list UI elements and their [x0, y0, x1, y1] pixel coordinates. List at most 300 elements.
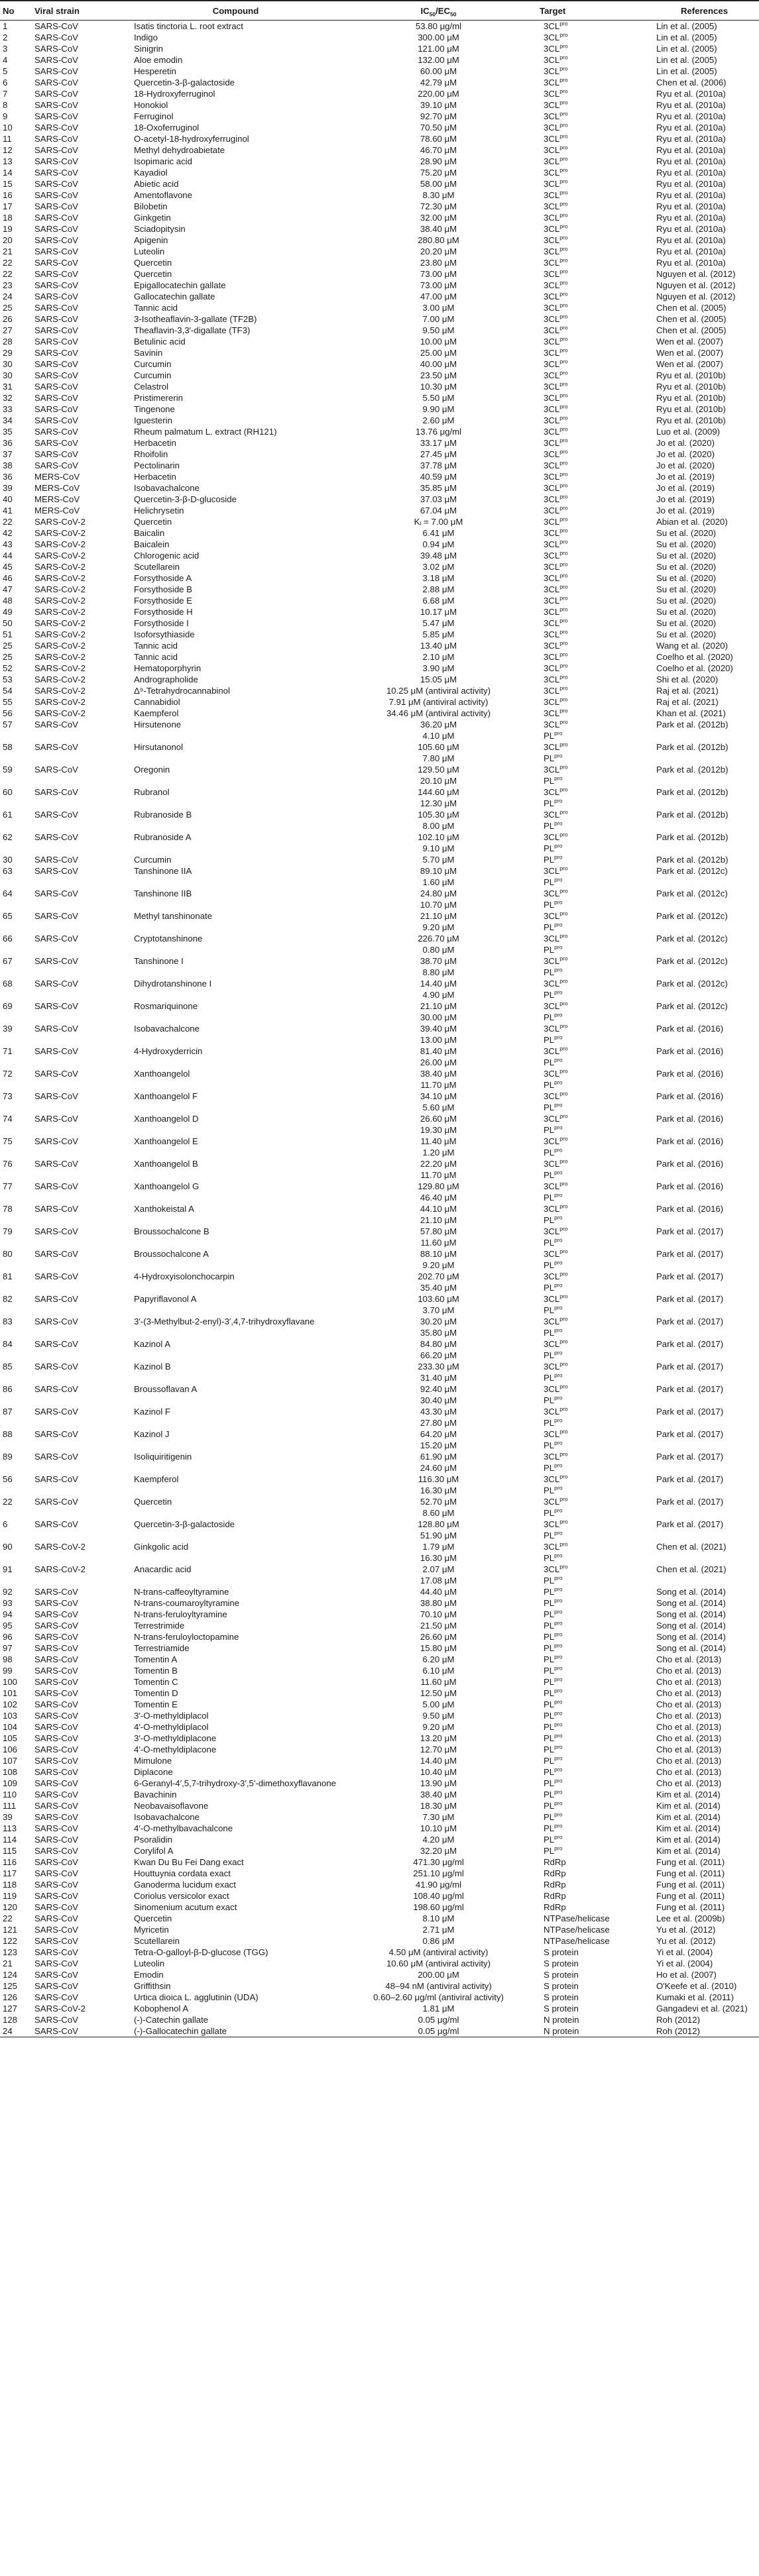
cell-reference: Fung et al. (2011): [656, 1857, 725, 1867]
cell-compound: Bilobetin: [134, 201, 168, 211]
cell-viral-strain: SARS-CoV: [34, 1959, 78, 1968]
cell-no: [0, 1214, 32, 1226]
cell-target: $PL^{pro}$: [544, 1214, 563, 1225]
table-row: [0, 291, 759, 302]
cell-target: $PL^{pro}$: [544, 1552, 563, 1563]
cell-compound: Cryptotanshinone: [134, 934, 203, 943]
cell-target: $3CL^{pro}$: [544, 426, 568, 437]
cell-ic50: 39.48 μM: [420, 551, 457, 561]
cell-target: $PL^{pro}$: [544, 1192, 563, 1203]
table-row: [0, 2014, 759, 2025]
cell-target: $3CL^{pro}$: [544, 933, 568, 943]
cell-reference: Park et al. (2017): [656, 1362, 724, 1371]
cell-no: 53: [3, 674, 13, 684]
cell-reference: [650, 1485, 759, 1496]
cell-ic50: 44.40 μM: [420, 1587, 457, 1597]
cell-compound: Hirsutenone: [134, 720, 182, 729]
cell-no: 22: [3, 1497, 13, 1507]
cell-ic50: 34.46 μM (antiviral activity): [386, 708, 491, 718]
cell-reference: Park et al. (2012c): [656, 1001, 728, 1011]
cell-ic50: 129.50 μM: [418, 765, 459, 775]
cell-reference: Ryu et al. (2010a): [656, 111, 726, 121]
cell-reference: Cho et al. (2013): [656, 1688, 722, 1698]
cell-no: 33: [3, 404, 13, 414]
cell-target: $3CL^{pro}$: [544, 1023, 568, 1034]
table-row: [0, 99, 759, 111]
cell-viral-strain: [32, 1124, 131, 1136]
cell-reference: Park et al. (2016): [656, 1091, 724, 1101]
table-row: [0, 1834, 759, 1845]
cell-ic50: 7.91 μM (antiviral activity): [388, 697, 489, 707]
cell-reference: [650, 1395, 759, 1406]
cell-ic50: 35.40 μM: [420, 1283, 457, 1293]
cell-compound: [131, 1552, 340, 1564]
cell-target: $PL^{pro}$: [544, 1654, 563, 1664]
cell-target: $3CL^{pro}$: [544, 1293, 568, 1304]
table-row: [0, 43, 759, 54]
cell-target: S protein: [544, 1970, 579, 1980]
cell-reference: [650, 1575, 759, 1586]
cell-target: $PL^{pro}$: [544, 1575, 563, 1585]
cell-target: $PL^{pro}$: [544, 1372, 563, 1383]
cell-target: $PL^{pro}$: [544, 1440, 563, 1450]
cell-target: $3CL^{pro}$: [544, 482, 568, 493]
table-row: [0, 392, 759, 403]
cell-compound: Honokiol: [134, 100, 168, 110]
cell-ic50: 12.30 μM: [420, 798, 457, 808]
cell-target: $PL^{pro}$: [544, 753, 563, 763]
table-row-continuation: [0, 1169, 759, 1181]
cell-compound: Kaempferol: [134, 1474, 179, 1484]
table-row: [0, 933, 759, 944]
cell-viral-strain: SARS-CoV: [34, 1181, 78, 1191]
cell-reference: Park et al. (2017): [656, 1452, 724, 1462]
cell-compound: Sinigrin: [134, 44, 163, 54]
cell-reference: Cho et al. (2013): [656, 1733, 722, 1743]
cell-viral-strain: SARS-CoV: [34, 32, 78, 42]
cell-compound: Isoforsythiaside: [134, 629, 195, 639]
cell-ic50: 3.18 μM: [422, 573, 455, 583]
cell-compound: [131, 1192, 340, 1203]
cell-compound: [131, 1124, 340, 1136]
cell-target: $3CL^{pro}$: [544, 449, 568, 459]
cell-compound: Mimulone: [134, 1756, 172, 1766]
cell-reference: Song et al. (2014): [656, 1598, 726, 1608]
cell-no: [0, 798, 32, 809]
cell-reference: Nguyen et al. (2012): [656, 280, 736, 290]
cell-target: $3CL^{pro}$: [544, 1564, 568, 1574]
cell-reference: Park et al. (2017): [656, 1226, 724, 1236]
cell-ic50: 129.80 μM: [418, 1181, 459, 1191]
cell-ic50: 3.90 μM: [422, 663, 455, 673]
cell-no: 114: [3, 1835, 17, 1845]
cell-reference: [650, 1260, 759, 1271]
cell-target: $PL^{pro}$: [544, 1631, 563, 1642]
cell-no: 120: [3, 1902, 18, 1912]
cell-compound: Rubranoside B: [134, 810, 192, 820]
cell-no: 47: [3, 584, 13, 594]
cell-no: 88: [3, 1429, 13, 1439]
cell-viral-strain: SARS-CoV: [34, 1598, 78, 1608]
cell-viral-strain: SARS-CoV: [34, 246, 78, 256]
cell-ic50: 23.50 μM: [420, 370, 457, 380]
cell-viral-strain: SARS-CoV: [34, 1722, 78, 1732]
cell-viral-strain: SARS-CoV: [34, 460, 78, 470]
cell-viral-strain: SARS-CoV: [34, 303, 78, 313]
cell-no: 28: [3, 337, 13, 347]
cell-compound: Tomentin B: [134, 1666, 178, 1676]
cell-compound: Isobavachalcone: [134, 1812, 200, 1822]
cell-viral-strain: SARS-CoV: [34, 100, 78, 110]
cell-ic50: 22.20 μM: [420, 1159, 457, 1169]
cell-compound: N-trans-caffeoyltyramine: [134, 1587, 229, 1597]
cell-compound: Ganoderma lucidum exact: [134, 1880, 236, 1890]
table-row: [0, 1856, 759, 1868]
cell-ic50: 38.40 μM: [420, 224, 457, 234]
cell-no: 128: [3, 2015, 18, 2025]
cell-ic50: 9.20 μM: [422, 922, 455, 932]
cell-compound: Quercetin-3-β-D-glucoside: [134, 494, 237, 504]
cell-no: 6: [3, 1519, 8, 1529]
cell-compound: [131, 989, 340, 1000]
cell-target: $3CL^{pro}$: [544, 189, 568, 200]
cell-ic50: 7.80 μM: [422, 753, 455, 763]
cell-reference: Coelho et al. (2020): [656, 652, 733, 662]
cell-viral-strain: SARS-CoV: [34, 1902, 78, 1912]
cell-viral-strain: SARS-CoV: [34, 1981, 78, 1991]
cell-ic50: 11.40 μM: [420, 1136, 457, 1146]
cell-viral-strain: SARS-CoV: [34, 1778, 78, 1788]
cell-no: 3: [3, 44, 8, 54]
cell-target: $PL^{pro}$: [544, 1800, 563, 1811]
cell-viral-strain: [32, 753, 131, 764]
cell-ic50: 14.40 μM: [420, 1756, 457, 1766]
cell-viral-strain: SARS-CoV: [34, 1880, 78, 1890]
cell-no: 37: [3, 449, 13, 459]
cell-compound: Kazinol A: [134, 1339, 170, 1349]
cell-target: $3CL^{pro}$: [544, 910, 568, 921]
cell-no: 115: [3, 1846, 17, 1856]
cell-viral-strain: SARS-CoV: [34, 89, 78, 99]
table-row: [0, 302, 759, 313]
cell-reference: Yi et al. (2004): [656, 1959, 713, 1968]
cell-no: 38: [3, 460, 13, 470]
cell-reference: Park et al. (2017): [656, 1249, 724, 1259]
cell-target: $3CL^{pro}$: [544, 786, 568, 797]
cell-reference: Chen et al. (2005): [656, 303, 727, 313]
cell-viral-strain: SARS-CoV-2: [34, 528, 86, 538]
cell-target: $3CL^{pro}$: [544, 584, 568, 594]
cell-ic50: 21.50 μM: [420, 1621, 457, 1631]
cell-compound: Tannic acid: [134, 652, 178, 662]
table-row: [0, 663, 759, 674]
cell-reference: Park et al. (2016): [656, 1136, 724, 1146]
cell-compound: [131, 730, 340, 741]
cell-target: $PL^{pro}$: [544, 798, 563, 808]
cell-ic50: 105.60 μM: [418, 742, 459, 752]
cell-viral-strain: SARS-CoV: [34, 832, 78, 842]
cell-viral-strain: SARS-CoV: [34, 449, 78, 459]
cell-ic50: 8.30 μM: [422, 190, 455, 200]
cell-target: $PL^{pro}$: [544, 1530, 563, 1540]
cell-ic50: 39.40 μM: [420, 1024, 457, 1034]
cell-target: $3CL^{pro}$: [544, 1361, 568, 1371]
cell-viral-strain: SARS-CoV-2: [34, 641, 86, 651]
cell-ic50: 17.08 μM: [420, 1576, 457, 1585]
cell-compound: Emodin: [134, 1970, 164, 1980]
cell-reference: Cho et al. (2013): [656, 1699, 722, 1709]
cell-viral-strain: SARS-CoV: [34, 224, 78, 234]
cell-ic50: 9.10 μM: [422, 843, 455, 853]
cell-reference: Su et al. (2020): [656, 573, 717, 583]
table-row: [0, 1789, 759, 1800]
cell-compound: Hematoporphyrin: [134, 663, 202, 673]
table-row: [0, 1068, 759, 1079]
cell-no: 21: [3, 246, 13, 256]
cell-target: $3CL^{pro}$: [544, 1519, 568, 1529]
cell-no: 71: [3, 1046, 13, 1056]
cell-no: 122: [3, 1936, 18, 1946]
table-row: [0, 1338, 759, 1350]
cell-reference: Su et al. (2020): [656, 596, 717, 606]
cell-viral-strain: [32, 899, 131, 910]
table-row: [0, 1676, 759, 1688]
table-row: [0, 584, 759, 595]
cell-target: $3CL^{pro}$: [544, 167, 568, 178]
header-ic-sep: /EC: [436, 5, 451, 16]
cell-compound: Xanthoangelol B: [134, 1159, 198, 1169]
cell-target: $3CL^{pro}$: [544, 32, 568, 42]
table-row: [0, 640, 759, 651]
cell-viral-strain: SARS-CoV: [34, 1452, 78, 1462]
cell-reference: Yu et al. (2012): [656, 1936, 716, 1946]
cell-target: $PL^{pro}$: [544, 1586, 563, 1597]
cell-viral-strain: [32, 1169, 131, 1181]
cell-ic50: 20.20 μM: [420, 246, 457, 256]
cell-viral-strain: SARS-CoV-2: [34, 517, 86, 527]
cell-no: 109: [3, 1778, 18, 1788]
cell-viral-strain: MERS-CoV: [34, 494, 80, 504]
cell-reference: [650, 1169, 759, 1181]
cell-viral-strain: [32, 1102, 131, 1113]
table-row: [0, 246, 759, 257]
cell-ic50: 31.40 μM: [420, 1373, 457, 1383]
cell-viral-strain: SARS-CoV-2: [34, 629, 86, 639]
cell-ic50: 8.80 μM: [422, 967, 455, 977]
cell-target: $3CL^{pro}$: [544, 696, 568, 707]
cell-viral-strain: SARS-CoV: [34, 438, 78, 448]
cell-ic50: 105.30 μM: [418, 810, 459, 820]
cell-compound: Amentoflavone: [134, 190, 192, 200]
cell-compound: [131, 798, 340, 809]
cell-target: $3CL^{pro}$: [544, 651, 568, 662]
cell-ic50: 14.40 μM: [420, 979, 457, 989]
cell-no: [0, 1305, 32, 1316]
cell-ic50: 67.04 μM: [420, 506, 457, 515]
cell-target: $PL^{pro}$: [544, 899, 563, 910]
cell-ic50: 39.10 μM: [420, 100, 457, 110]
cell-no: 108: [3, 1767, 18, 1777]
cell-target: $3CL^{pro}$: [544, 358, 568, 369]
cell-compound: Terrestriamide: [134, 1643, 190, 1653]
cell-compound: O-acetyl-18-hydroxyferruginol: [134, 134, 249, 144]
table-row: [0, 606, 759, 617]
cell-reference: Kim et al. (2014): [656, 1823, 721, 1833]
cell-ic50: 32.20 μM: [420, 1846, 457, 1856]
cell-compound: Tomentin C: [134, 1677, 178, 1687]
cell-compound: 4′-O-methyldiplacone: [134, 1744, 217, 1754]
cell-viral-strain: SARS-CoV-2: [34, 652, 86, 662]
cell-compound: 18-Oxoferruginol: [134, 123, 200, 133]
cell-viral-strain: SARS-CoV: [34, 1046, 78, 1056]
table-row: [0, 561, 759, 572]
table-row: [0, 1226, 759, 1237]
cell-compound: Dihydrotanshinone I: [134, 979, 212, 989]
cell-no: 8: [3, 100, 8, 110]
cell-target: $PL^{pro}$: [544, 1260, 563, 1270]
cell-ic50: 60.00 μM: [420, 66, 457, 76]
cell-target: $3CL^{pro}$: [544, 685, 568, 696]
cell-target: $3CL^{pro}$: [544, 257, 568, 268]
cell-compound: [131, 1214, 340, 1226]
cell-target: $3CL^{pro}$: [544, 77, 568, 87]
table-row: [0, 1383, 759, 1395]
cell-viral-strain: SARS-CoV: [34, 866, 78, 876]
cell-viral-strain: SARS-CoV: [34, 1159, 78, 1169]
table-row-continuation: [0, 1395, 759, 1406]
cell-compound: Corylifol A: [134, 1846, 174, 1856]
cell-no: 91: [3, 1564, 13, 1574]
table-row: [0, 1654, 759, 1665]
cell-ic50: 471.30 μg/ml: [413, 1857, 464, 1867]
cell-ic50: 43.30 μM: [420, 1407, 457, 1417]
cell-no: 51: [3, 629, 13, 639]
cell-target: $3CL^{pro}$: [544, 561, 568, 572]
cell-ic50: 103.60 μM: [418, 1294, 459, 1304]
cell-reference: [650, 730, 759, 741]
cell-target: $3CL^{pro}$: [544, 494, 568, 504]
cell-viral-strain: [32, 843, 131, 854]
cell-reference: Park et al. (2012b): [656, 855, 729, 865]
cell-target: $PL^{pro}$: [544, 1124, 563, 1135]
cell-no: 73: [3, 1091, 13, 1101]
cell-no: 27: [3, 325, 13, 335]
table-row: [0, 1000, 759, 1012]
cell-target: $3CL^{pro}$: [544, 527, 568, 538]
table-row-continuation: [0, 1012, 759, 1023]
cell-ic50: 116.30 μM: [418, 1474, 459, 1484]
cell-ic50: 6.68 μM: [422, 596, 455, 606]
table-row: [0, 280, 759, 291]
cell-viral-strain: SARS-CoV: [34, 2015, 78, 2025]
table-row: [0, 1631, 759, 1642]
table-row: [0, 156, 759, 167]
cell-reference: [650, 1305, 759, 1316]
cell-reference: Park et al. (2012c): [656, 934, 728, 943]
cell-reference: Raj et al. (2021): [656, 686, 719, 696]
cell-no: 54: [3, 686, 13, 696]
cell-no: 9: [3, 111, 8, 121]
table-row: [0, 1113, 759, 1124]
cell-reference: Jo et al. (2019): [656, 506, 715, 515]
cell-viral-strain: SARS-CoV: [34, 1711, 78, 1721]
table-row: [0, 1609, 759, 1620]
cell-ic50: 3.00 μM: [422, 303, 455, 313]
table-row-continuation: [0, 1214, 759, 1226]
cell-target: $3CL^{pro}$: [544, 764, 568, 775]
table-row: [0, 1811, 759, 1823]
cell-reference: Park et al. (2016): [656, 1204, 724, 1214]
cell-compound: Xanthoangelol E: [134, 1136, 198, 1146]
cell-ic50: 132.00 μM: [418, 55, 459, 65]
table-row: [0, 888, 759, 899]
cell-viral-strain: SARS-CoV: [34, 1294, 78, 1304]
cell-no: 96: [3, 1632, 13, 1642]
cell-target: $PL^{pro}$: [544, 1327, 563, 1338]
cell-compound: [131, 1079, 340, 1091]
cell-no: 31: [3, 382, 13, 392]
table-row: [0, 1451, 759, 1462]
cell-ic50: 73.00 μM: [420, 280, 457, 290]
cell-compound: Rheum palmatum L. extract (RH121): [134, 427, 277, 437]
cell-compound: (-)-Gallocatechin gallate: [131, 2025, 340, 2037]
table-row: [0, 651, 759, 663]
cell-reference: [650, 1372, 759, 1383]
table-row: [0, 358, 759, 370]
table-row-continuation: [0, 753, 759, 764]
cell-reference: [650, 775, 759, 786]
cell-ic50: 10.10 μM: [420, 1823, 457, 1833]
cell-viral-strain: SARS-CoV: [34, 742, 78, 752]
cell-compound: Cannabidiol: [134, 697, 180, 707]
cell-no: 101: [3, 1688, 18, 1698]
cell-no: [0, 1530, 32, 1541]
cell-ic50: 4.50 μM (antiviral activity): [388, 1947, 489, 1957]
cell-compound: [131, 967, 340, 978]
cell-reference: Gangadevi et al. (2021): [656, 2004, 748, 2013]
cell-no: 24: [0, 2025, 32, 2037]
cell-viral-strain: [32, 1507, 131, 1519]
cell-ic50: 9.50 μM: [422, 325, 455, 335]
cell-viral-strain: [32, 1530, 131, 1541]
table-row: [0, 1980, 759, 1992]
cell-target: $PL^{pro}$: [544, 1699, 563, 1709]
cell-ic50: 19.30 μM: [420, 1125, 457, 1135]
cell-viral-strain: SARS-CoV: [34, 1114, 78, 1124]
cell-no: 36: [3, 472, 13, 482]
cell-target: $3CL^{pro}$: [544, 268, 568, 279]
cell-compound: Scutellarein: [134, 562, 180, 572]
cell-no: 97: [3, 1643, 13, 1653]
cell-no: 76: [3, 1159, 13, 1169]
table-row: [0, 786, 759, 798]
cell-target: $PL^{pro}$: [544, 1811, 563, 1822]
table-row: [0, 1597, 759, 1609]
table-row-continuation: [0, 1372, 759, 1383]
cell-viral-strain: SARS-CoV: [34, 1136, 78, 1146]
cell-reference: Ryu et al. (2010a): [656, 134, 726, 144]
cell-ic50: 102.10 μM: [418, 832, 459, 842]
cell-viral-strain: SARS-CoV: [34, 1947, 78, 1957]
cell-reference: [650, 1350, 759, 1361]
table-row-continuation: [0, 1530, 759, 1541]
cell-no: [0, 843, 32, 854]
cell-target: $PL^{pro}$: [544, 922, 563, 932]
table-row-continuation: [0, 989, 759, 1000]
cell-target: $3CL^{pro}$: [544, 539, 568, 549]
cell-compound: [131, 944, 340, 955]
cell-reference: [650, 1034, 759, 1046]
